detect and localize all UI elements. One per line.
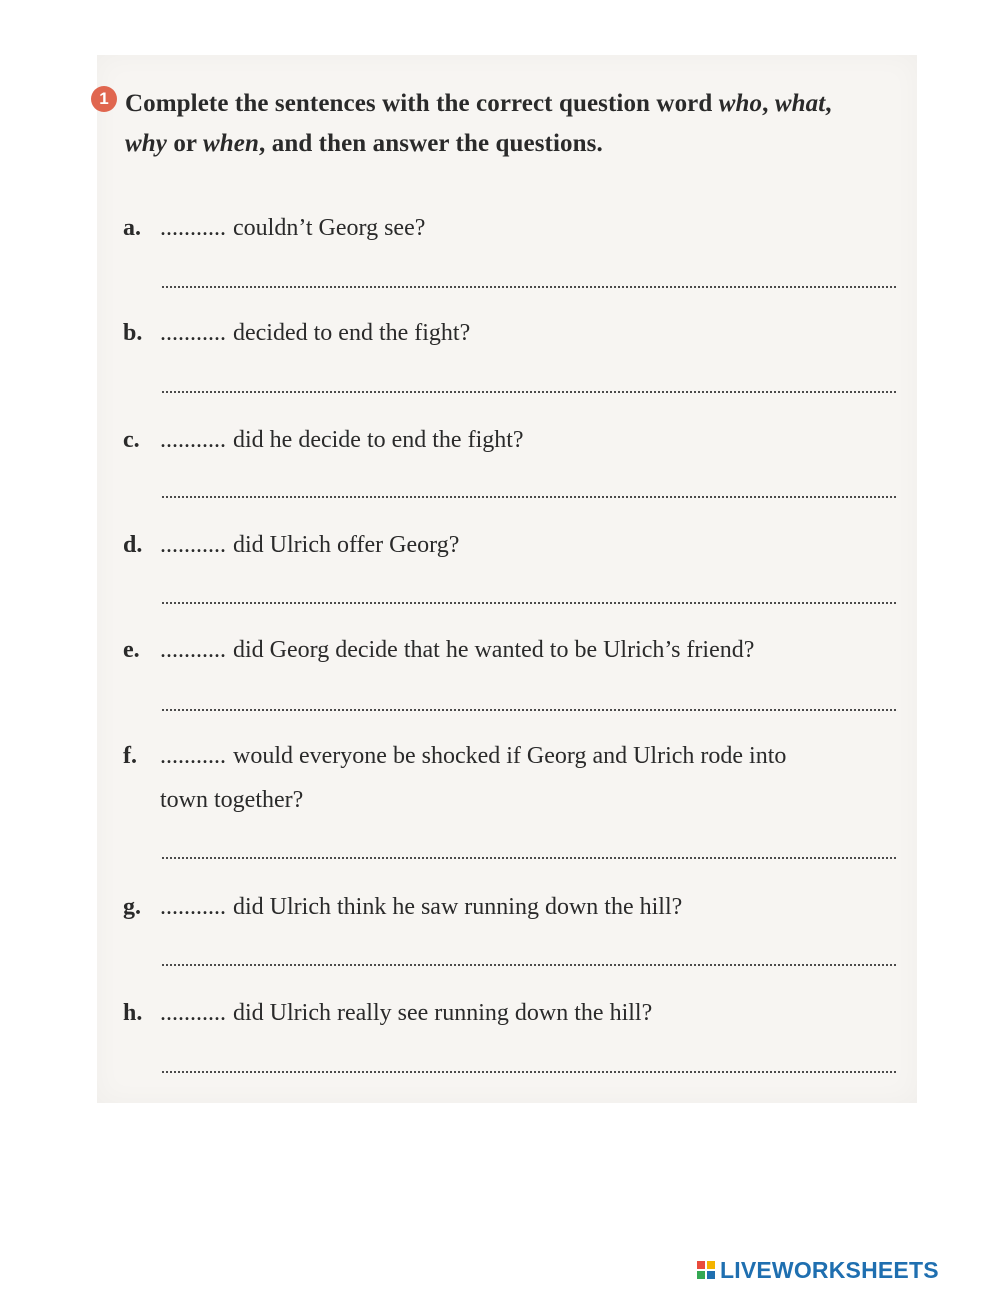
question-letter: a. — [123, 215, 141, 241]
blank-field[interactable]: ........... — [160, 215, 226, 241]
answer-line-a[interactable] — [162, 286, 896, 288]
exercise-instructions: Complete the sentences with the correct question word who, what, why or when, and then answer the questions. — [125, 90, 832, 157]
question-letter: g. — [123, 894, 141, 920]
blank-field[interactable]: ........... — [160, 1000, 226, 1026]
answer-line-d[interactable] — [162, 602, 896, 604]
liveworksheets-brand — [697, 1256, 939, 1284]
question-text: couldn’t Georg see? — [233, 215, 426, 241]
question-letter: d. — [123, 532, 143, 558]
blank-field[interactable]: ........... — [160, 320, 226, 346]
question-text-continued: town together? — [160, 787, 304, 813]
answer-line-f[interactable] — [162, 857, 896, 859]
question-letter: c. — [123, 427, 140, 453]
answer-line-h[interactable] — [162, 1071, 896, 1073]
question-text: did Ulrich really see running down the hill? — [233, 1000, 653, 1026]
question-text: did he decide to end the fight? — [233, 427, 524, 453]
answer-line-e[interactable] — [162, 709, 896, 711]
keyword-when: when — [203, 130, 260, 157]
answer-line-g[interactable] — [162, 964, 896, 966]
exercise-number-badge: 1 — [91, 86, 117, 112]
question-text: did Georg decide that he wanted to be Ulrich’s friend? — [233, 637, 755, 663]
question-text: would everyone be shocked if Georg and Ulrich rode into — [233, 743, 787, 769]
liveworksheets-logo-icon — [697, 1261, 715, 1279]
blank-field[interactable]: ........... — [160, 894, 226, 920]
brand-name: LIVEWORKSHEETS — [720, 1256, 939, 1283]
question-letter: e. — [123, 637, 140, 663]
question-text: decided to end the fight? — [233, 320, 471, 346]
question-letter: h. — [123, 1000, 143, 1026]
keyword-why: why — [125, 130, 167, 157]
question-text: did Ulrich offer Georg? — [233, 532, 460, 558]
keyword-who: who — [718, 90, 763, 117]
blank-field[interactable]: ........... — [160, 743, 226, 769]
blank-field[interactable]: ........... — [160, 637, 226, 663]
blank-field[interactable]: ........... — [160, 532, 226, 558]
question-letter: b. — [123, 320, 143, 346]
question-text: did Ulrich think he saw running down the hill? — [233, 894, 683, 920]
question-letter: f. — [123, 743, 137, 769]
answer-line-b[interactable] — [162, 391, 896, 393]
answer-line-c[interactable] — [162, 496, 896, 498]
blank-field[interactable]: ........... — [160, 427, 226, 453]
keyword-what: what — [774, 90, 826, 117]
